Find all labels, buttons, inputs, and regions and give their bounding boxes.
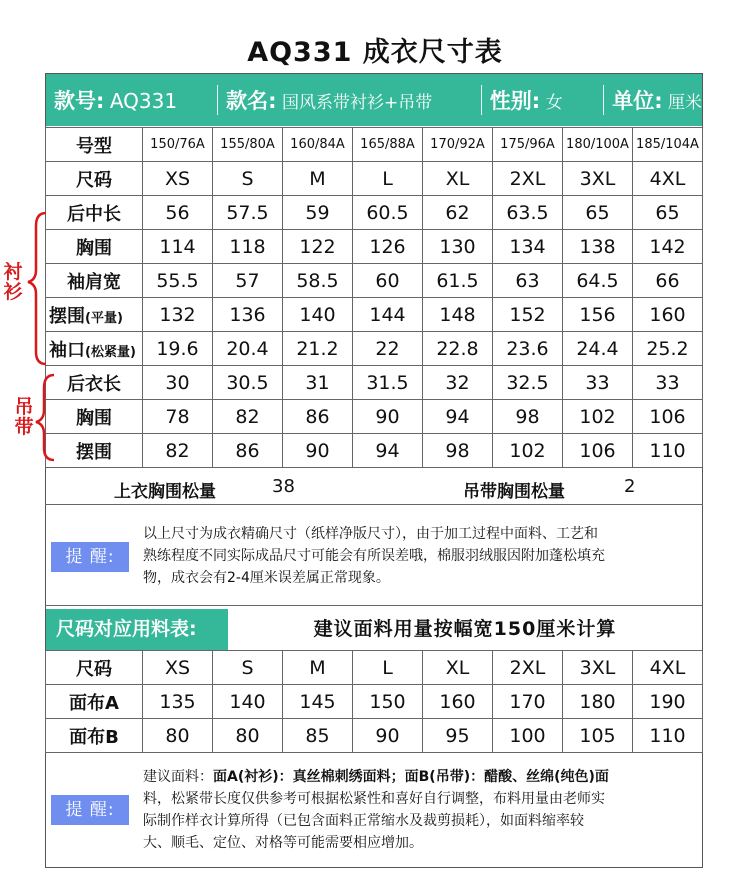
- top-ease-label: 上衣胸围松量: [114, 482, 216, 502]
- table-cell: XL: [423, 651, 493, 685]
- reminder-line: 以上尺寸为成衣精确尺寸（纸样净版尺寸），由于加工过程中面料、工艺和: [143, 526, 598, 542]
- row-label-text: 号型: [76, 135, 112, 157]
- material-header: 尺码对应用料表:: [46, 609, 228, 650]
- table-cell: 22.8: [423, 332, 493, 366]
- table-cell: 160: [633, 298, 703, 332]
- table-cell: S: [213, 162, 283, 196]
- table-cell: 105: [563, 719, 633, 753]
- table-cell: 180: [563, 685, 633, 719]
- table-cell: 58.5: [283, 264, 353, 298]
- table-cell: 90: [283, 434, 353, 468]
- row-label-text: 胸围: [76, 237, 112, 259]
- table-cell: 4XL: [633, 651, 703, 685]
- table-cell: 144: [353, 298, 423, 332]
- table-cell: 30: [143, 366, 213, 400]
- unit-label: 单位:: [612, 89, 663, 113]
- table-cell: 102: [563, 400, 633, 434]
- table-cell: 102: [493, 434, 563, 468]
- shirt-label: 衬衫: [3, 261, 23, 303]
- table-cell: 31: [283, 366, 353, 400]
- row-label-text: 袖肩宽: [67, 271, 121, 293]
- table-cell: 132: [143, 298, 213, 332]
- table-cell: 65: [563, 196, 633, 230]
- table-cell: 152: [493, 298, 563, 332]
- table-cell: 134: [493, 230, 563, 264]
- table-cell: 4XL: [633, 162, 703, 196]
- table-cell: 60.5: [353, 196, 423, 230]
- page-title: AQ331 成衣尺寸表: [247, 37, 503, 68]
- table-cell: 60: [353, 264, 423, 298]
- table-cell: M: [283, 651, 353, 685]
- table-cell: XL: [423, 162, 493, 196]
- table-cell: 3XL: [563, 651, 633, 685]
- style-no-value: AQ331: [109, 89, 178, 113]
- table-cell: 94: [353, 434, 423, 468]
- table-cell: 160: [423, 685, 493, 719]
- row-label-text: 后中长: [67, 203, 121, 225]
- table-cell: 2XL: [493, 651, 563, 685]
- table-cell: 130: [423, 230, 493, 264]
- reminder-prefix: 建议面料：: [143, 769, 213, 785]
- cami-ease-value: 2: [624, 476, 636, 497]
- table-cell: 65: [633, 196, 703, 230]
- row-label-text: 胸围: [76, 407, 112, 429]
- table-cell: 135: [143, 685, 213, 719]
- style-name-value: 国风系带衬衫+吊带: [281, 93, 433, 113]
- row-label-text: 摆围: [49, 305, 85, 327]
- table-cell: 82: [213, 400, 283, 434]
- table-cell: 160/84A: [283, 128, 353, 162]
- table-cell: 80: [143, 719, 213, 753]
- table-cell: 90: [353, 400, 423, 434]
- table-cell: L: [353, 162, 423, 196]
- table-cell: 63: [493, 264, 563, 298]
- reminder-badge: 提 醒:: [51, 795, 129, 825]
- table-cell: 32: [423, 366, 493, 400]
- reminder-line: 熟练程度不同实际成品尺寸可能会有所误差哦，棉服羽绒服因附加蓬松填充: [143, 548, 605, 564]
- table-cell: 170: [493, 685, 563, 719]
- shirt-bracket: [28, 213, 46, 364]
- table-cell: 150: [353, 685, 423, 719]
- table-cell: 95: [423, 719, 493, 753]
- reminder-line: 物，成衣会有2-4厘米误差属正常现象。: [143, 570, 390, 586]
- row-label-text: 尺码: [76, 658, 112, 680]
- camisole-label: 吊带: [14, 396, 34, 438]
- table-cell: 122: [283, 230, 353, 264]
- reminder-line: 大、顺毛、定位、对格等可能需要相应增加。: [143, 835, 423, 851]
- row-label-note: (平量): [85, 310, 123, 326]
- row-label-text: 后衣长: [67, 373, 121, 395]
- table-cell: 61.5: [423, 264, 493, 298]
- reminder-line: 料，松紧带长度仅供参考可根据松紧性和喜好自行调整，布料用量由老师实: [143, 791, 605, 807]
- table-cell: 138: [563, 230, 633, 264]
- table-cell: 2XL: [493, 162, 563, 196]
- table-cell: 57.5: [213, 196, 283, 230]
- unit-value: 厘米: [668, 93, 703, 113]
- table-cell: 23.6: [493, 332, 563, 366]
- table-cell: 155/80A: [213, 128, 283, 162]
- table-cell: 20.4: [213, 332, 283, 366]
- table-cell: 165/88A: [353, 128, 423, 162]
- table-cell: 106: [563, 434, 633, 468]
- table-cell: 33: [633, 366, 703, 400]
- table-cell: 148: [423, 298, 493, 332]
- table-cell: 32.5: [493, 366, 563, 400]
- row-label-text: 尺码: [76, 169, 112, 191]
- table-cell: 63.5: [493, 196, 563, 230]
- table-cell: XS: [143, 162, 213, 196]
- table-cell: 56: [143, 196, 213, 230]
- table-cell: 33: [563, 366, 633, 400]
- table-cell: 19.6: [143, 332, 213, 366]
- table-cell: 21.2: [283, 332, 353, 366]
- table-cell: 126: [353, 230, 423, 264]
- table-cell: 82: [143, 434, 213, 468]
- row-label-note: (松紧量): [85, 344, 136, 360]
- table-cell: 145: [283, 685, 353, 719]
- table-cell: 66: [633, 264, 703, 298]
- table-cell: 150/76A: [143, 128, 213, 162]
- style-no-label: 款号:: [54, 89, 105, 113]
- table-cell: 62: [423, 196, 493, 230]
- table-cell: 140: [283, 298, 353, 332]
- table-cell: XS: [143, 651, 213, 685]
- row-label-text: 袖口: [49, 339, 85, 361]
- table-cell: S: [213, 651, 283, 685]
- table-cell: 170/92A: [423, 128, 493, 162]
- table-cell: 24.4: [563, 332, 633, 366]
- table-cell: 86: [283, 400, 353, 434]
- table-cell: 136: [213, 298, 283, 332]
- table-cell: 98: [423, 434, 493, 468]
- table-cell: 100: [493, 719, 563, 753]
- table-cell: 175/96A: [493, 128, 563, 162]
- table-cell: 55.5: [143, 264, 213, 298]
- table-cell: 110: [633, 719, 703, 753]
- style-name-label: 款名:: [226, 89, 277, 113]
- table-cell: 78: [143, 400, 213, 434]
- table-cell: 25.2: [633, 332, 703, 366]
- table-cell: 118: [213, 230, 283, 264]
- table-cell: 106: [633, 400, 703, 434]
- table-cell: 86: [213, 434, 283, 468]
- table-cell: 142: [633, 230, 703, 264]
- row-label-text: 面布A: [69, 692, 119, 714]
- table-cell: 80: [213, 719, 283, 753]
- row-label-text: 摆围: [76, 441, 112, 463]
- table-cell: 90: [353, 719, 423, 753]
- table-cell: 85: [283, 719, 353, 753]
- table-cell: 94: [423, 400, 493, 434]
- table-cell: L: [353, 651, 423, 685]
- table-cell: 156: [563, 298, 633, 332]
- cami-ease-label: 吊带胸围松量: [463, 482, 565, 502]
- table-cell: 64.5: [563, 264, 633, 298]
- table-cell: 190: [633, 685, 703, 719]
- table-cell: 22: [353, 332, 423, 366]
- table-cell: 57: [213, 264, 283, 298]
- reminder-emphasis: 面A(衬衫)：真丝棉刺绣面料；面B(吊带)：醋酸、丝绵(纯色)面: [213, 769, 609, 785]
- table-cell: 180/100A: [563, 128, 633, 162]
- gender-label: 性别:: [489, 89, 541, 113]
- gender-value: 女: [545, 93, 563, 113]
- camisole-bracket: [36, 375, 54, 460]
- material-note: 建议面料用量按幅宽150厘米计算: [313, 618, 617, 640]
- table-cell: 140: [213, 685, 283, 719]
- table-cell: 3XL: [563, 162, 633, 196]
- table-cell: 31.5: [353, 366, 423, 400]
- reminder-line: 际制作样衣计算所得（已包含面料正常缩水及裁剪损耗），如面料缩率较: [143, 813, 584, 829]
- top-ease-value: 38: [272, 476, 295, 497]
- table-cell: 185/104A: [633, 128, 703, 162]
- table-cell: 59: [283, 196, 353, 230]
- table-cell: M: [283, 162, 353, 196]
- table-cell: 30.5: [213, 366, 283, 400]
- table-cell: 114: [143, 230, 213, 264]
- table-cell: 98: [493, 400, 563, 434]
- reminder-badge: 提 醒:: [51, 542, 129, 572]
- table-cell: 110: [633, 434, 703, 468]
- row-label-text: 面布B: [69, 726, 119, 748]
